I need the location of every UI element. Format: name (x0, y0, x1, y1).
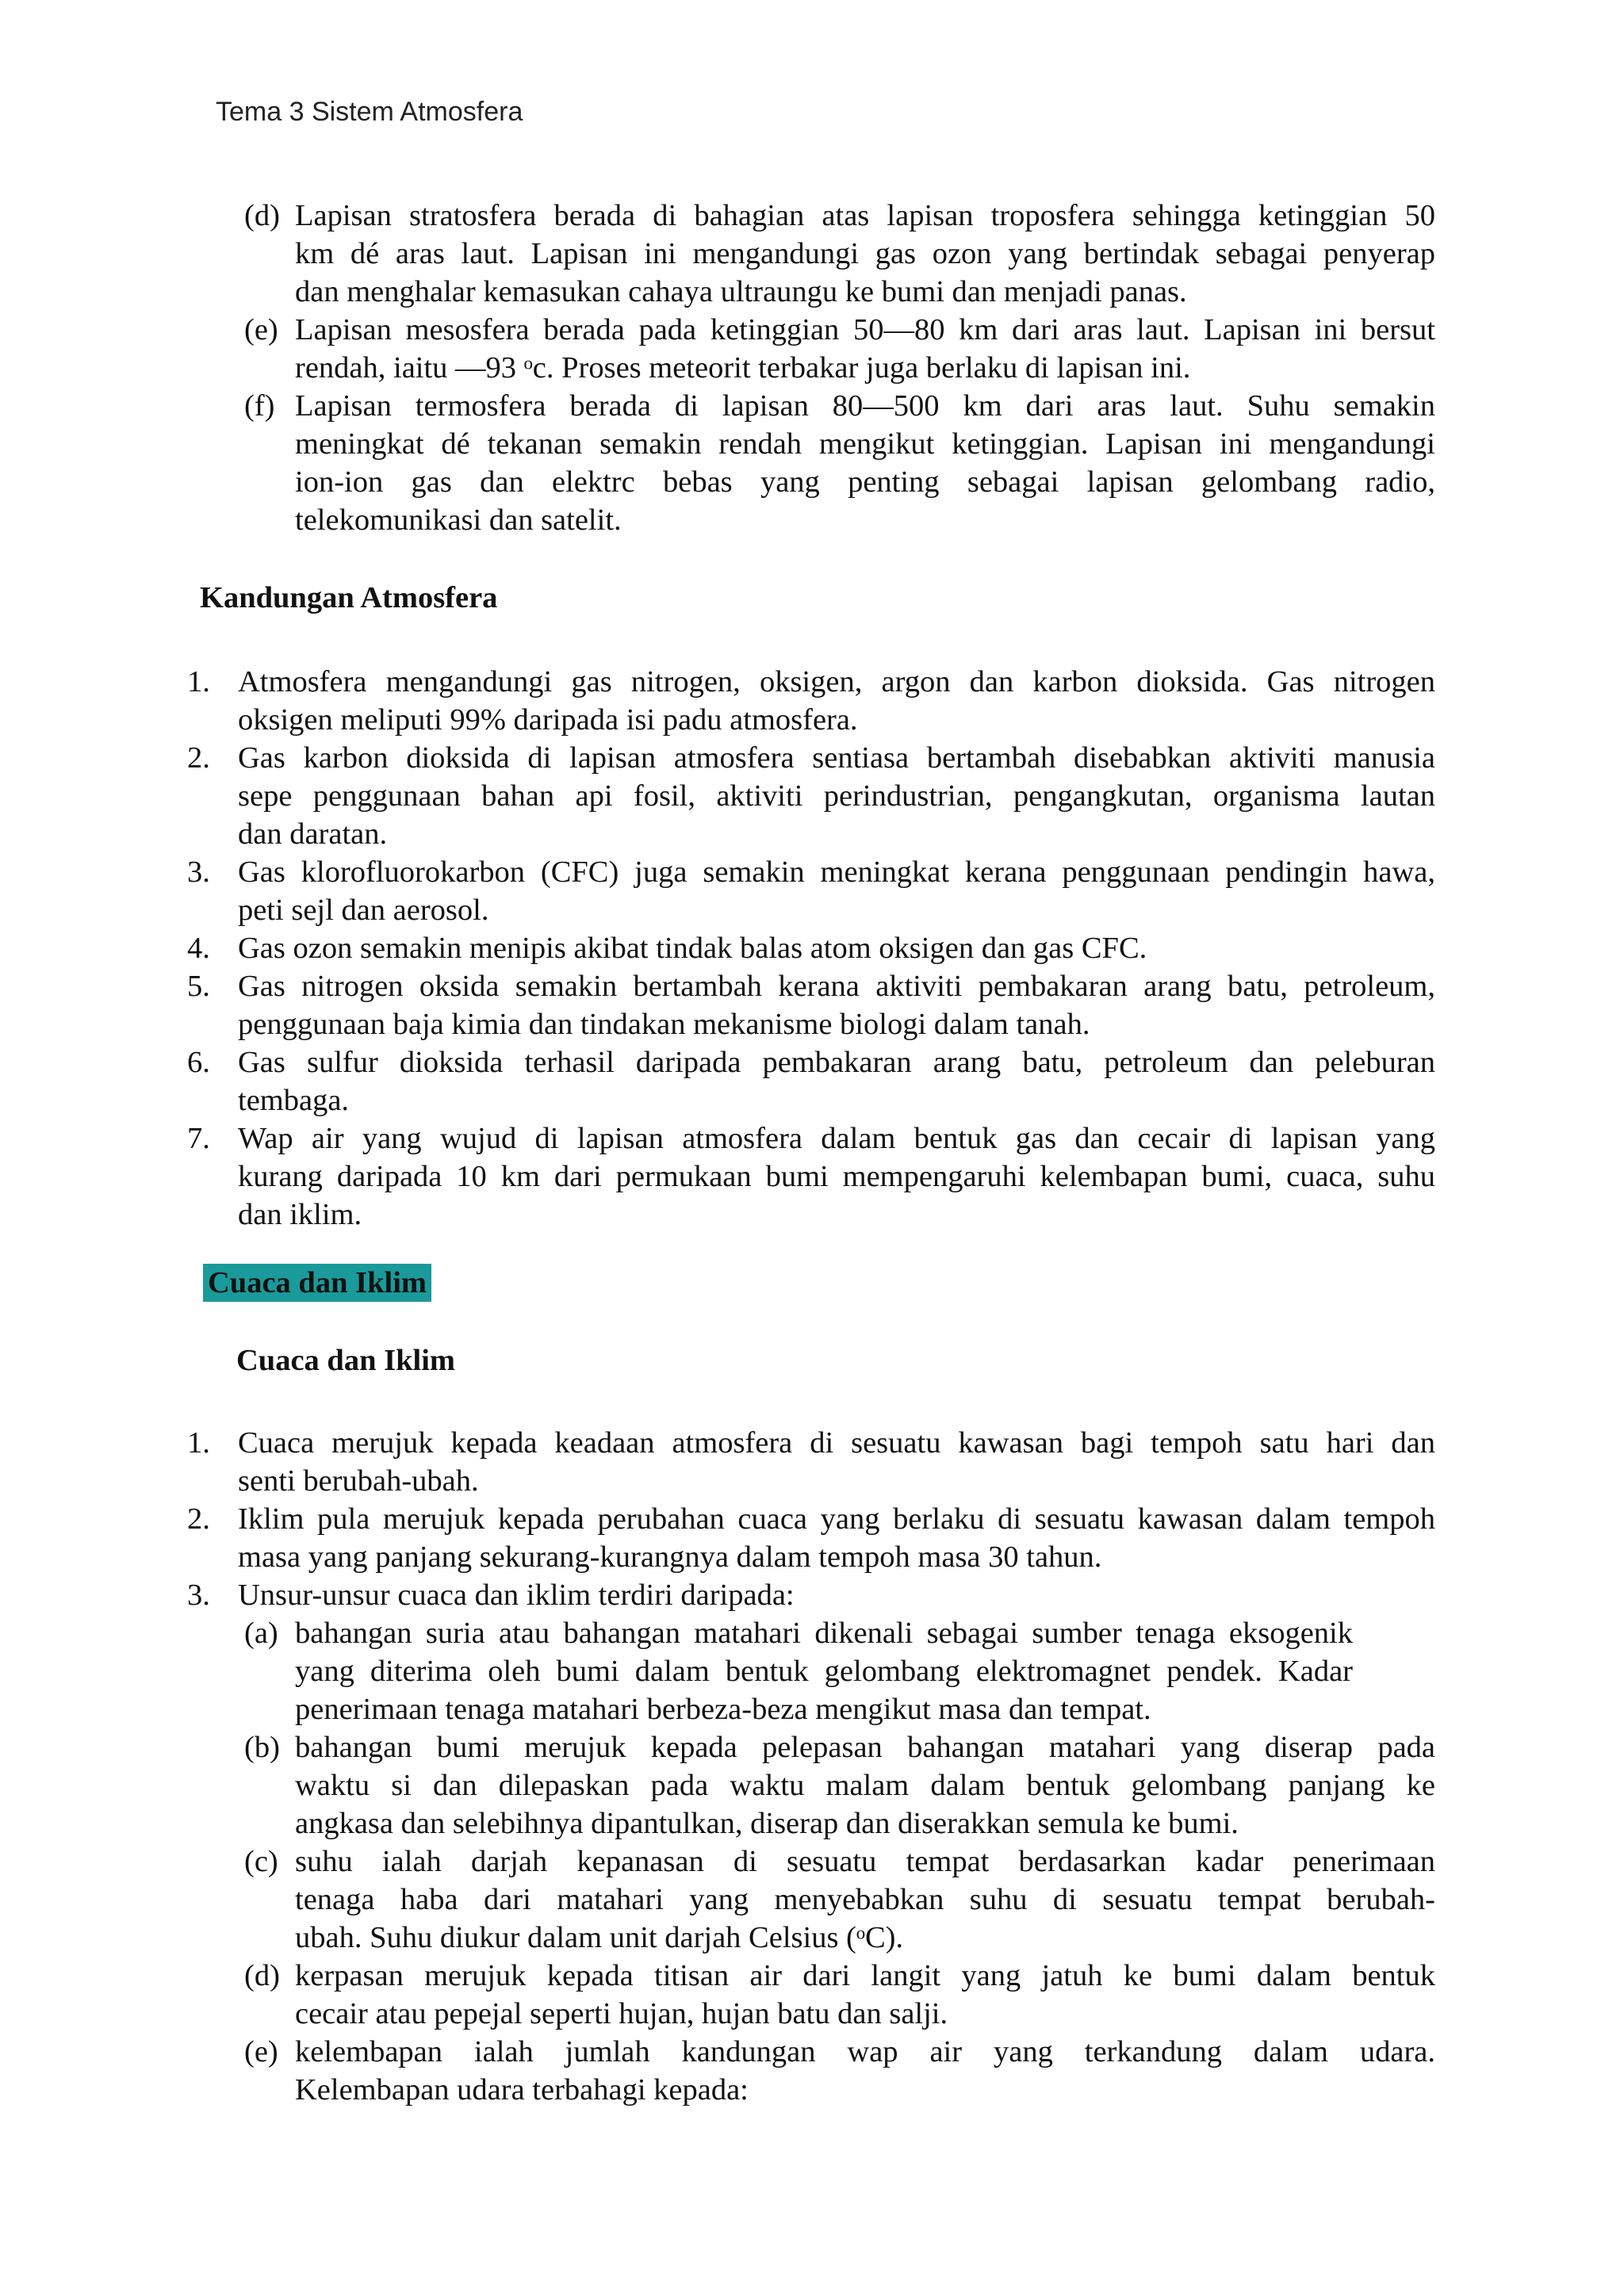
highlight-heading: Cuaca dan Iklim (203, 1264, 431, 1302)
text-line: dan daratan. (238, 817, 388, 851)
text-line: kelembapan ialah jumlah kandungan wap air yang terkandung dalam udara. (295, 2035, 1435, 2068)
text-line: angkasa dan selebihnya dipantulkan, diserap dan diserakkan semula ke bumi. (295, 1807, 1239, 1840)
text-line: bahangan suria atau bahangan matahari dikenali sebagai sumber tenaga eksogenik (295, 1617, 1353, 1650)
text-line: Kelembapan udara terbahagi kepada: (295, 2073, 749, 2107)
text-line: Gas ozon semakin menipis akibat tindak balas atom oksigen dan gas CFC. (238, 932, 1147, 965)
text-line: bahangan bumi merujuk kepada pelepasan bahangan matahari yang diserap pada (295, 1731, 1435, 1764)
text-line: kerpasan merujuk kepada titisan air dari langit yang jatuh ke bumi dalam bentuk (295, 1959, 1435, 1992)
text-line: rendah, iaitu —93 ᵒc. Proses meteorit terbakar juga berlaku di lapisan ini. (295, 351, 1191, 385)
text-line: tenaga haba dari matahari yang menyebabkan suhu di sesuatu tempat berubah- (295, 1883, 1435, 1916)
text-line: Lapisan mesosfera berada pada ketinggian 50—80 km dari aras laut. Lapisan ini bersut (295, 313, 1435, 346)
text-line: km dé aras laut. Lapisan ini mengandungi gas ozon yang bertindak sebagai penyerap (295, 237, 1435, 270)
text-line: dan iklim. (238, 1198, 362, 1231)
list-marker: (e) (244, 2035, 278, 2068)
list-marker: 1. (187, 1426, 210, 1460)
text-line: telekomunikasi dan satelit. (295, 503, 622, 537)
text-line: sepe penggunaan bahan api fosil, aktiviti perindustrian, pengangkutan, organisma lautan (238, 779, 1435, 813)
text-line: masa yang panjang sekurang-kurangnya dalam tempoh masa 30 tahun. (238, 1540, 1102, 1574)
page-header: Tema 3 Sistem Atmosfera (216, 97, 523, 127)
list-marker: 4. (187, 932, 210, 965)
text-line: Gas nitrogen oksida semakin bertambah kerana aktiviti pembakaran arang batu, petroleum, (238, 970, 1435, 1003)
text-line: ubah. Suhu diukur dalam unit darjah Celsius (ᵒC). (295, 1921, 904, 1954)
list-marker: (b) (244, 1731, 280, 1764)
text-line: Cuaca merujuk kepada keadaan atmosfera di sesuatu kawasan bagi tempoh satu hari dan (238, 1426, 1435, 1460)
list-marker: 3. (187, 1578, 210, 1612)
text-line: Unsur-unsur cuaca dan iklim terdiri daripada: (238, 1578, 795, 1612)
text-line: Iklim pula merujuk kepada perubahan cuaca yang berlaku di sesuatu kawasan dalam tempoh (238, 1502, 1435, 1536)
text-line: kurang daripada 10 km dari permukaan bumi mempengaruhi kelembapan bumi, cuaca, suhu (238, 1160, 1435, 1193)
list-marker: (d) (244, 199, 280, 232)
text-line: Atmosfera mengandungi gas nitrogen, oksigen, argon dan karbon dioksida. Gas nitrogen (238, 665, 1435, 698)
text-line: waktu si dan dilepaskan pada waktu malam dalam bentuk gelombang panjang ke (295, 1769, 1435, 1802)
text-line: peti sejl dan aerosol. (238, 894, 489, 927)
list-marker: 5. (187, 970, 210, 1003)
text-line: penerimaan tenaga matahari berbeza-beza mengikut masa dan tempat. (295, 1693, 1151, 1726)
list-marker: 3. (187, 855, 210, 889)
text-line: ion-ion gas dan elektrc bebas yang penting sebagai lapisan gelombang radio, (295, 465, 1435, 499)
list-marker: 2. (187, 1502, 210, 1536)
text-line: yang diterima oleh bumi dalam bentuk gelombang elektromagnet pendek. Kadar (295, 1655, 1353, 1688)
list-marker: 6. (187, 1046, 210, 1079)
text-line: Wap air yang wujud di lapisan atmosfera dalam bentuk gas dan cecair di lapisan yang (238, 1122, 1435, 1155)
text-line: Lapisan termosfera berada di lapisan 80—500 km dari aras laut. Suhu semakin (295, 389, 1435, 423)
text-line: penggunaan baja kimia dan tindakan mekanisme biologi dalam tanah. (238, 1008, 1090, 1041)
list-marker: 7. (187, 1122, 210, 1155)
text-line: meningkat dé tekanan semakin rendah mengikut ketinggian. Lapisan ini mengandungi (295, 427, 1435, 461)
text-line: cecair atau pepejal seperti hujan, hujan batu dan salji. (295, 1997, 948, 2030)
list-marker: (d) (244, 1959, 280, 1992)
text-line: Lapisan stratosfera berada di bahagian atas lapisan troposfera sehingga ketinggian 50 (295, 199, 1435, 232)
text-line: dan menghalar kemasukan cahaya ultraungu ke bumi dan menjadi panas. (295, 275, 1187, 308)
list-marker: 2. (187, 741, 210, 775)
section-heading: Kandungan Atmosfera (200, 581, 498, 614)
text-line: oksigen meliputi 99% daripada isi padu atmosfera. (238, 703, 858, 737)
text-line: senti berubah-ubah. (238, 1464, 479, 1498)
text-line: Gas klorofluorokarbon (CFC) juga semakin meningkat kerana penggunaan pendingin hawa, (238, 855, 1435, 889)
text-line: suhu ialah darjah kepanasan di sesuatu tempat berdasarkan kadar penerimaan (295, 1845, 1435, 1878)
list-marker: (c) (244, 1845, 278, 1878)
list-marker: (e) (244, 313, 278, 346)
list-marker: (f) (244, 389, 275, 423)
text-line: Gas sulfur dioksida terhasil daripada pembakaran arang batu, petroleum dan peleburan (238, 1046, 1435, 1079)
text-line: tembaga. (238, 1084, 350, 1117)
text-line: Gas karbon dioksida di lapisan atmosfera sentiasa bertambah disebabkan aktiviti manusia (238, 741, 1435, 775)
list-marker: 1. (187, 665, 210, 698)
section-heading: Cuaca dan Iklim (236, 1344, 455, 1377)
list-marker: (a) (244, 1617, 278, 1650)
